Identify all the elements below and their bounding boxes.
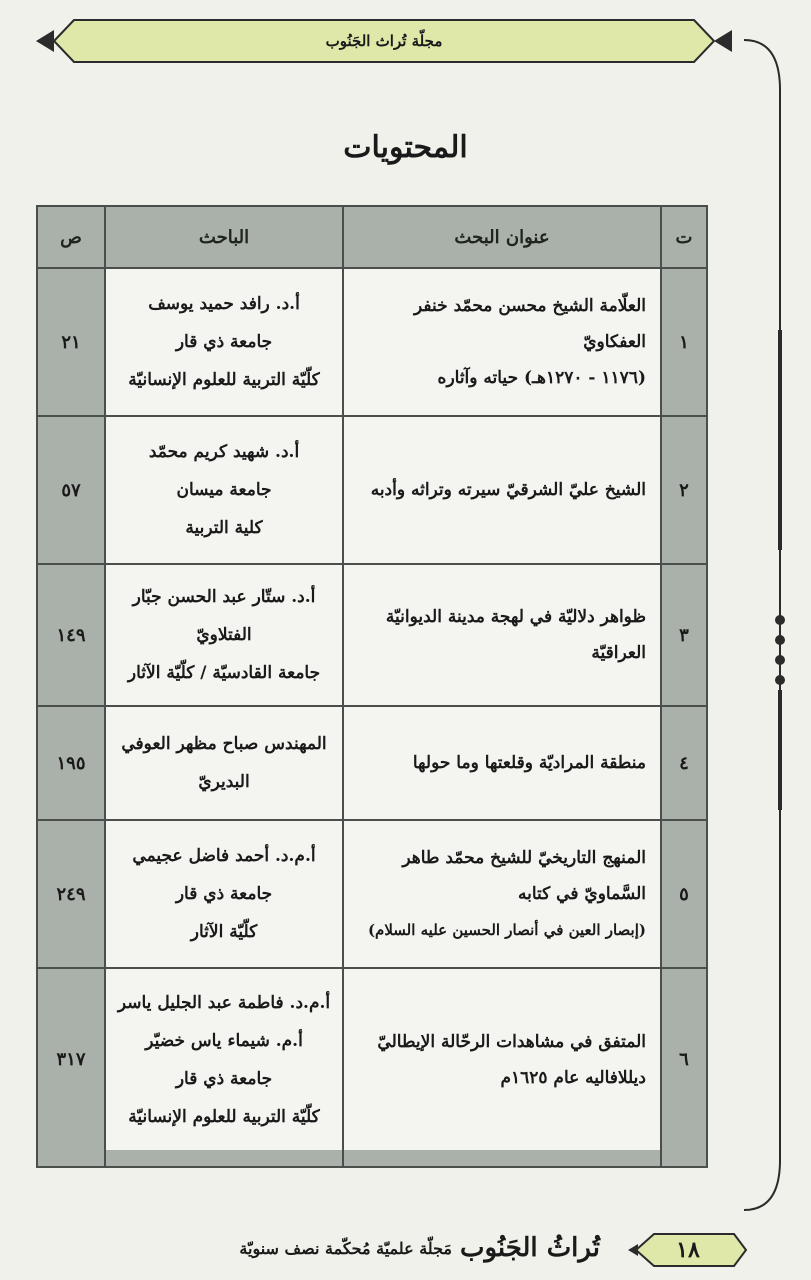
- header-journal-name: مجلّة تُراث الجَنُوب: [325, 32, 443, 50]
- author-line: أ.م.د. فاطمة عبد الجليل ياسر: [117, 992, 331, 1013]
- header-num: ت: [675, 226, 693, 248]
- title-line: العلّامة الشيخ محسن محمّد خنفر العفكاويّ: [414, 296, 646, 352]
- research-title: [344, 969, 660, 1150]
- page-ref: ٣١٧: [56, 1049, 86, 1070]
- research-title: [344, 417, 660, 563]
- page-ref: ٢٤٩: [56, 883, 86, 905]
- row-number: ٢: [679, 479, 689, 501]
- header-title: عنوان البحث: [454, 226, 550, 248]
- author-line: جامعة ذي قار: [175, 1068, 273, 1089]
- author-line: كلّيّة التربية للعلوم الإنسانيّة: [128, 370, 320, 390]
- page-ref: ١٩٥: [56, 752, 86, 774]
- contents-table: [36, 205, 708, 1168]
- author-line: جامعة ميسان: [176, 480, 272, 500]
- title-line: ظواهر دلاليّة في لهجة مدينة الديوانيّة: [385, 607, 646, 627]
- table-header: [38, 207, 706, 267]
- author-line: أ.م.د. أحمد فاضل عجيمي: [132, 846, 316, 866]
- row-number: ٤: [679, 752, 689, 774]
- title-line: العراقيّة: [591, 643, 646, 663]
- researcher: [106, 707, 342, 819]
- page-ref: ٢١: [61, 331, 81, 353]
- header-page: ص: [60, 226, 82, 248]
- research-title: [344, 707, 660, 819]
- title-line: المتفق في مشاهدات الرحّالة الإيطاليّ: [377, 1031, 646, 1052]
- researcher: [106, 821, 342, 967]
- table-row: [38, 417, 706, 563]
- researcher: [106, 269, 342, 415]
- author-line: البديريّ: [198, 772, 250, 792]
- page-title: المحتويات: [343, 130, 468, 165]
- row-number: ١: [679, 331, 689, 353]
- author-line: جامعة القادسيّة / كلّيّة الآثار: [127, 663, 321, 683]
- title-line: السَّماويّ في كتابه: [518, 884, 646, 904]
- researcher: [106, 565, 342, 705]
- row-number: ٥: [679, 883, 689, 905]
- row-number: ٣: [679, 624, 689, 646]
- page-ref: ١٤٩: [56, 624, 86, 646]
- page-number: ١٨: [676, 1237, 700, 1263]
- author-line: كلّيّة التربية للعلوم الإنسانيّة: [128, 1106, 320, 1127]
- title-line: المنهج التاريخيّ للشيخ محمّد طاهر: [402, 848, 646, 868]
- page-ref: ٥٧: [61, 479, 81, 501]
- header-author: الباحث: [198, 226, 250, 248]
- author-line: أ.د. رافد حميد يوسف: [148, 294, 300, 314]
- table-row: [38, 269, 706, 415]
- author-line: المهندس صباح مظهر العوفي: [121, 734, 327, 754]
- author-line: جامعة ذي قار: [175, 884, 273, 904]
- title-line: منطقة المراديّة وقلعتها وما حولها: [412, 753, 646, 773]
- table-row: [38, 821, 706, 967]
- researcher: [106, 969, 342, 1150]
- researcher: [106, 417, 342, 563]
- title-line: الشيخ عليّ الشرقيّ سيرته وتراثه وأدبه: [370, 480, 646, 500]
- author-line: كلية التربية: [185, 518, 263, 538]
- side-ornament: [740, 30, 800, 1220]
- research-title: [344, 565, 660, 705]
- table-row: [38, 969, 706, 1150]
- title-line: (١١٧٦ - ١٢٧٠هـ) حياته وآثاره: [437, 368, 646, 388]
- journal-logo: تُراثُ الجَنُوب: [459, 1233, 600, 1263]
- author-line: أ.د. شهيد كريم محمّد: [148, 442, 300, 462]
- research-title: [344, 821, 660, 967]
- author-line: جامعة ذي قار: [175, 332, 273, 352]
- author-line: أ.د. ستّار عبد الحسن جبّار: [132, 587, 316, 607]
- table-row: [38, 707, 706, 819]
- author-line: أ.م. شيماء ياس خضيّر: [145, 1030, 303, 1051]
- title-line: (إبصار العين في أنصار الحسين عليه السلام): [367, 921, 646, 939]
- title-line: ديللافاليه عام ١٦٢٥م: [500, 1067, 646, 1088]
- author-line: كلّيّة الآثار: [190, 922, 258, 942]
- research-title: [344, 269, 660, 415]
- row-number: ٦: [679, 1049, 689, 1070]
- journal-subtitle: مَجلّة علميّة مُحكّمة نصف سنويّة: [239, 1238, 452, 1258]
- table-row: [38, 565, 706, 705]
- author-line: الفتلاويّ: [196, 625, 252, 645]
- footer-journal: [180, 1228, 600, 1268]
